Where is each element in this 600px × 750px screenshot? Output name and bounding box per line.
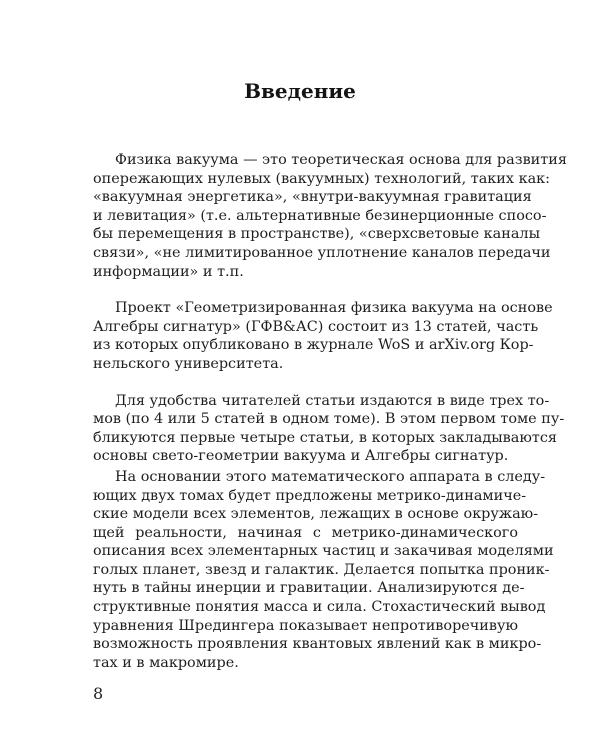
chapter-title: Введение [244,79,356,103]
text-line: информации» и т.п. [93,263,244,280]
text-line: из которых опубликовано в журнале WoS и arXiv.org Кор- [93,337,534,354]
page-number: 8 [93,684,104,703]
text-line: Алгебры сигнатур» (ГФВ&АС) состоит из 13 статей, часть [93,318,539,335]
text-line: Для удобства читателей статьи издаются в виде трех то- [115,392,550,409]
text-line: бликуются первые четыре статьи, в которых закладываются [93,429,557,446]
text-line: опережающих нулевых (вакуумных) технологий, таких как: [93,170,550,187]
text-line: связи», «не лимитированное уплотнение каналов передачи [93,244,551,261]
paragraph-3 [93,392,565,466]
page-body [93,151,567,672]
text-line: На основании этого математического аппарата в следу- [115,468,546,485]
text-line: мов (по 4 или 5 статей в одном томе). В этом первом томе пу- [93,411,565,428]
text-line: голых планет, звезд и галактик. Делается попытка проник- [93,561,550,578]
text-line: ющих двух томах будет предложены метрико-динамиче- [93,487,527,504]
text-line: Проект «Геометризированная физика вакуума на основе [115,300,553,317]
text-line: нуть в тайны инерции и гравитации. Анализируются де- [93,580,525,597]
text-line: тах и в макромире. [93,654,239,671]
text-line: щей реальности, начиная с метрико-динамического [93,524,518,541]
text-line: нельского университета. [93,355,284,372]
text-line: бы перемещения в пространстве), «сверхсветовые каналы [93,226,541,243]
text-line: возможность проявления квантовых явлений как в микро- [93,636,542,653]
paragraph-2 [93,299,553,373]
paragraph-1 [93,151,567,281]
text-line: Физика вакуума — это теоретическая основа для развития [115,152,567,168]
text-line: «вакуумная энергетика», «внутри-вакуумная гравитация [93,189,532,206]
text-line: ские модели всех элементов, лежащих в основе окружаю- [93,506,539,523]
text-line: и левитация» (т.е. альтернативные безинерционные спосо- [93,207,547,224]
paragraph-4 [93,468,554,673]
text-line: уравнения Шредингера показывает непротиворечивую [93,617,518,634]
text-line: структивные понятия масса и сила. Стохастический вывод [93,599,546,616]
text-line: описания всех элементарных частиц и закачивая моделями [93,543,554,560]
text-line: основы свето-геометрии вакуума и Алгебры сигнатур. [93,448,509,465]
